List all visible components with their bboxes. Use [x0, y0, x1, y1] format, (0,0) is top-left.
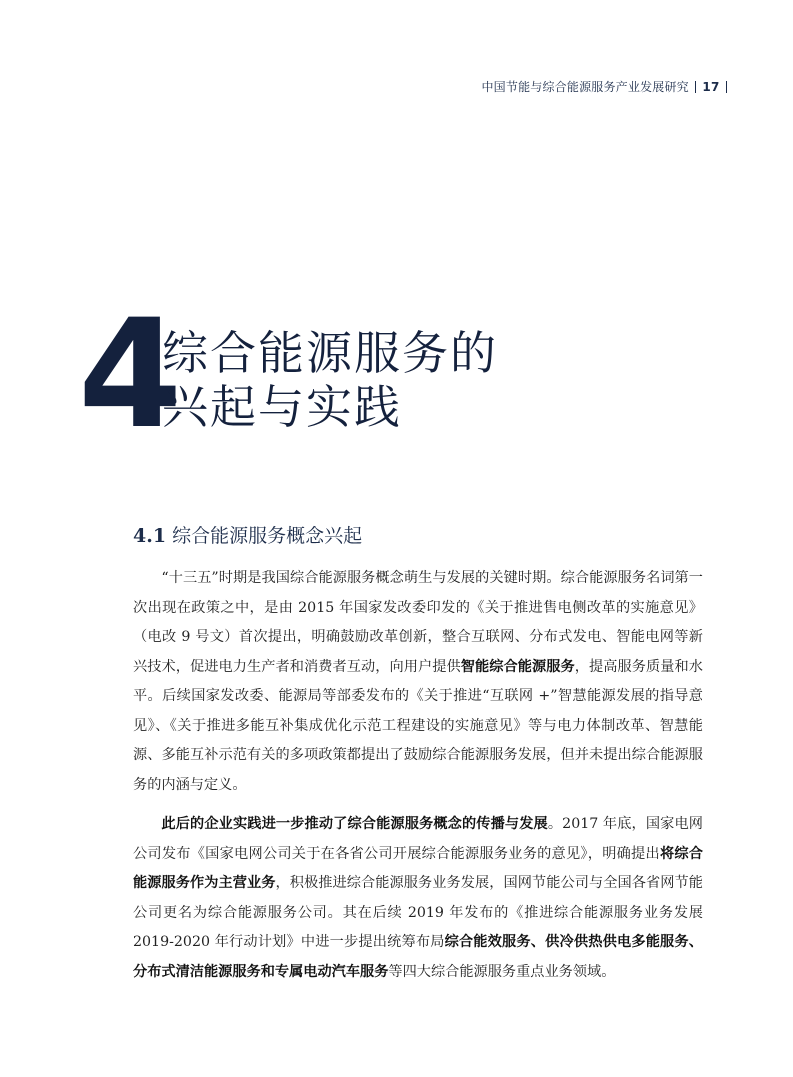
body-text [133, 564, 703, 997]
section-heading [133, 521, 362, 548]
emphasis-text: 综合能效服务、供冷供热供电多能服务、分布式清洁能源服务和专属电动汽车服务 [133, 934, 703, 980]
emphasis-text: 智能综合能源服务 [460, 658, 575, 675]
paragraph-text: 。2017 年底，国家电网公司发布《国家电网公司关于在各省公司开展综合能源服务业务的意见》，明确提出 [133, 816, 703, 862]
header-divider-left [695, 81, 697, 93]
header-divider-right [726, 81, 728, 93]
paragraph-text: “十三五”时期是我国综合能源服务概念萌生与发展的关键时期。综合能源服务名词第一次出现在政策之中，是由 2015 年国家发改委印发的《关于推进售电侧改革的实施意见》（电改 9 号文）首次提出，明确鼓励改革创新，整合互联网、分布式发电、智能电网等新兴技术，促进电力生产者和消费者互动，向用户提供 [133, 570, 703, 675]
paragraph-1 [133, 564, 703, 800]
page-number: 17 [702, 79, 720, 94]
paragraph-text: 等四大综合能源服务重点业务领域。 [388, 963, 616, 980]
paragraph-text: ，提高服务质量和水平。后续国家发改委、能源局等部委发布的《关于推进“互联网 +”智慧能源发展的指导意见》、《关于推进多能互补集成优化示范工程建设的实施意见》等与电力体制改革、智慧能源、多能互补示范有关的多项政策都提出了鼓励综合能源服务发展，但并未提出综合能源服务的内涵与定义。 [133, 658, 703, 793]
paragraph-2 [133, 810, 703, 987]
chapter-title [162, 326, 498, 434]
paragraph-text: ，积极推进综合能源服务业务发展，国网节能公司与全国各省网节能公司更名为综合能源服务公司。其在后续 2019 年发布的《推进综合能源服务业务发展 2019-2020 年行动计划》中进一步提出统筹布局 [133, 875, 703, 950]
chapter-title-line-2: 兴起与实践 [162, 380, 402, 434]
emphasis-text: 将综合能源服务作为主营业务 [133, 845, 703, 891]
chapter-number: 4 [78, 288, 183, 462]
emphasis-text: 此后的企业实践进一步推动了综合能源服务概念的传播与发展 [161, 816, 548, 832]
running-title: 中国节能与综合能源服务产业发展研究 [481, 80, 689, 94]
section-title: 综合能源服务概念兴起 [172, 525, 363, 547]
running-header [481, 78, 733, 95]
section-number: 4.1 [133, 525, 167, 547]
chapter-title-line-1: 综合能源服务的 [162, 326, 498, 380]
